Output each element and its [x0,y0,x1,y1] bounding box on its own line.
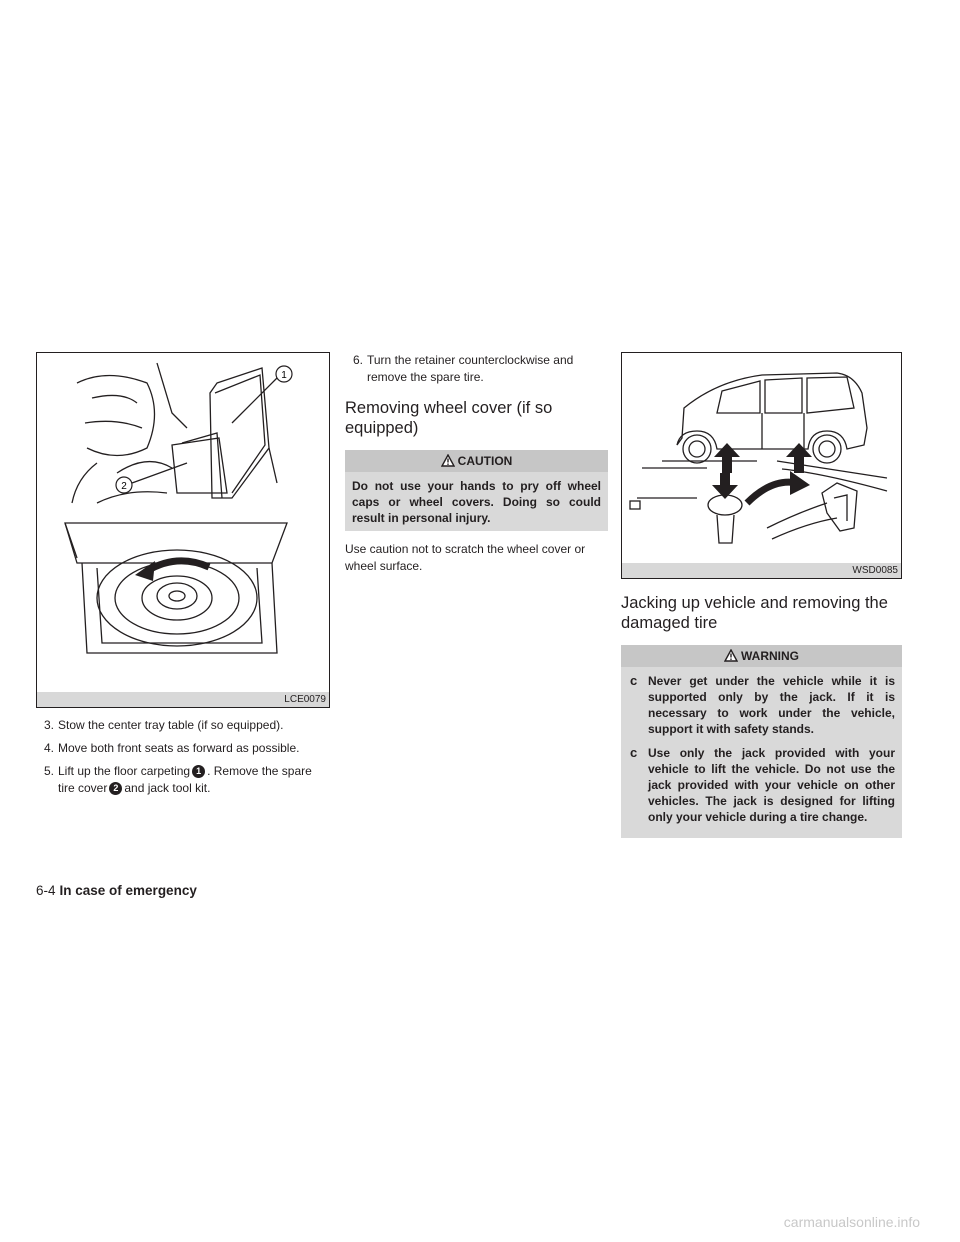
page-number: 6-4 [36,883,56,898]
ref-marker-1: 1 [192,765,205,778]
column-1 [36,352,330,803]
spare-tire-figure [36,352,330,708]
list-item: 3. Stow the center tray table (if so equipped). [44,718,284,732]
bullet-icon: c [630,673,638,688]
caution-header: CAUTION [345,450,608,472]
warning-box [621,645,902,838]
jacking-illustration [622,353,901,564]
list-item: c Use only the jack provided with your vehicle to lift the vehicle. Do not use the jack provided with your vehicle on other vehicles. The jack is designed for lifting only your vehicle during a tire change. [630,745,895,824]
page-footer [36,883,197,898]
column-3 [621,352,902,838]
column-2 [345,352,608,575]
bullet-icon: c [630,745,638,760]
callout-2: 2 [121,481,127,492]
watermark: carmanualsonline.info [783,1214,920,1230]
warning-header: WARNING [621,645,902,667]
section-heading: Jacking up vehicle and removing the damaged tire [621,594,888,632]
figure-id: WSD0085 [622,563,901,578]
list-item: c Never get under the vehicle while it is supported only by the jack. If it is necessary to work under the vehicle, support it with safety stands. [630,673,895,736]
caution-text: Do not use your hands to pry off wheel caps or wheel covers. Doing so could result in personal injury. [352,479,601,525]
callout-1: 1 [281,370,287,381]
ref-marker-2: 2 [109,782,122,795]
step-list [345,352,608,386]
warning-triangle-icon [724,649,738,662]
figure-id: LCE0079 [37,692,329,707]
section-heading: Removing wheel cover (if so equipped) [345,399,553,437]
section-title: In case of emergency [59,883,197,898]
list-item: 6. Turn the retainer counterclockwise and remove the spare tire. [353,353,574,384]
list-item: 4. Move both front seats as forward as possible. [44,741,300,755]
body-text: Use caution not to scratch the wheel cover or wheel surface. [345,542,586,573]
list-item: 5. Lift up the floor carpeting 1 . Remove the spare tire cover 2 and jack tool kit. [44,764,312,795]
step-list [36,717,330,797]
spare-tire-illustration [37,353,329,693]
jack-point-figure [621,352,902,579]
warning-triangle-icon [441,454,455,467]
warning-text [621,667,902,825]
caution-box [345,450,608,531]
